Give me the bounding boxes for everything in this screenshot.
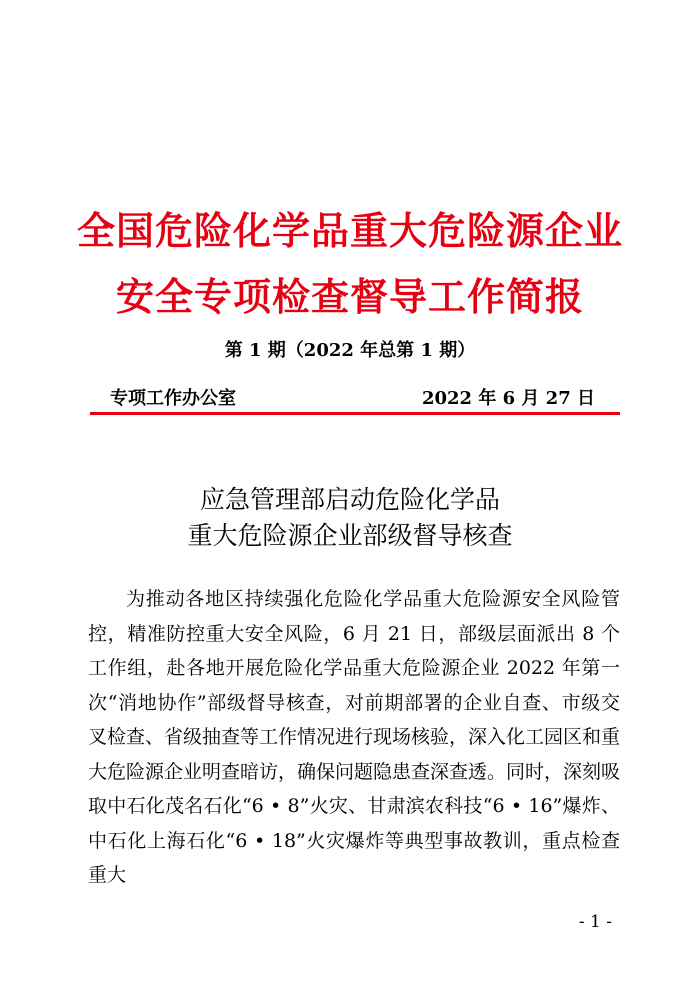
issuing-office: 专项工作办公室 — [110, 388, 236, 409]
red-divider-line — [90, 412, 620, 415]
masthead-title-line-1: 全国危险化学品重大危险源企业 — [76, 209, 623, 253]
article-body-paragraph: 为推动各地区持续强化危险化学品重大危险源安全风险管控，精准防控重大安全风险，6 月 21 日，部级层面派出 8 个工作组，赴各地开展危险化学品重大危险源企业 2022 年第一次“消地协作”部级督导核查，对前期部署的企业自查、市级交叉检查、省级抽查等工作情况进行现场核验，深入化工园区和重大危险源企业明查暗访，确保问题隐患查深查透。同时，深刻吸取中石化茂名石化“6 • 8”火灾、甘肃滨农科技“6 • 16”爆炸、中石化上海石化“6 • 18”火灾爆炸等典型事故教训，重点检查重大 — [88, 588, 621, 886]
masthead-title-line-2: 安全专项检查督导工作简报 — [115, 275, 584, 319]
article-title-line-2: 重大危险源企业部级督导核查 — [187, 521, 513, 550]
issue-number: 第 1 期（2022 年总第 1 期） — [224, 340, 476, 361]
page-number: - 1 - — [578, 912, 612, 932]
publication-meta — [90, 384, 615, 410]
article-title-line-1: 应急管理部启动危险化学品 — [199, 485, 500, 514]
publication-date: 2022 年 6 月 27 日 — [421, 388, 595, 409]
